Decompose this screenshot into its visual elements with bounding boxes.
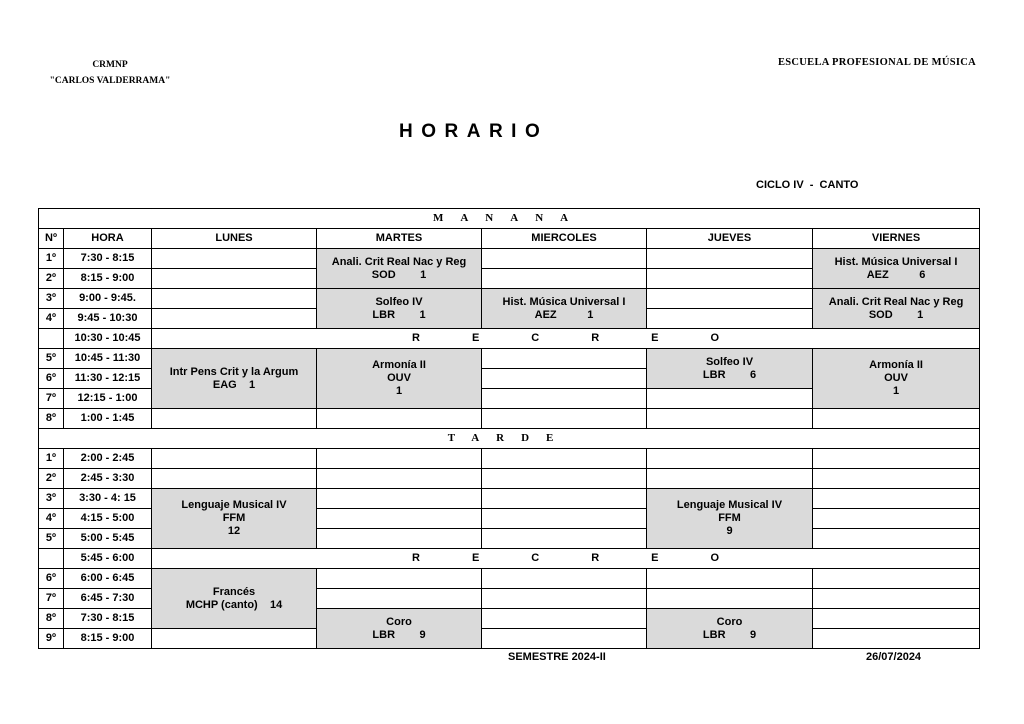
empty-slot [482,249,647,269]
period-time: 7:30 - 8:15 [64,249,152,269]
empty-slot [152,409,317,429]
period-number: 5º [39,529,64,549]
table-row [39,569,980,589]
period-number: 7º [39,589,64,609]
empty-slot [482,389,647,409]
empty-slot [317,509,482,529]
empty-slot [647,449,813,469]
period-number [39,329,64,349]
course-block [317,349,482,409]
period-time: 6:45 - 7:30 [64,589,152,609]
recess-time: 5:45 - 6:00 [64,549,152,569]
period-number: 6º [39,369,64,389]
empty-slot [482,409,647,429]
course-teacher: LBR 9 [372,628,426,641]
cycle-label: CICLO IV - CANTO [756,179,859,191]
course-name: Coro [386,615,412,628]
period-time: 8:15 - 9:00 [64,269,152,289]
empty-slot [813,609,980,629]
recess-time: 10:30 - 10:45 [64,329,152,349]
course-teacher: LBR 1 [372,308,426,321]
course-teacher: FFM [718,512,741,524]
period-time: 1:00 - 1:45 [64,409,152,429]
course-block [813,249,980,289]
period-number: 8º [39,409,64,429]
empty-slot [813,409,980,429]
course-block [647,349,813,389]
empty-slot [647,589,813,609]
empty-slot [647,389,813,409]
period-number: 4º [39,309,64,329]
empty-slot [317,569,482,589]
col-header-miercoles: MIERCOLES [482,229,647,249]
period-number: 3º [39,289,64,309]
course-block [152,569,317,629]
empty-slot [152,309,317,329]
period-number: 5º [39,349,64,369]
period-number: 1º [39,449,64,469]
institution-acronym: CRMNP [92,60,128,70]
school-name: ESCUELA PROFESIONAL DE MÚSICA [777,57,976,68]
col-header-jueves: JUEVES [647,229,813,249]
period-number: 3º [39,489,64,509]
course-name: Intr Pens Crit y la Argum [169,365,299,378]
table-row [39,469,980,489]
period-time: 4:15 - 5:00 [64,509,152,529]
course-block [152,349,317,409]
period-number: 6º [39,569,64,589]
course-name: Anali. Crit Real Nac y Reg [828,295,964,308]
course-block [317,609,482,649]
empty-slot [482,589,647,609]
table-row [39,449,980,469]
empty-slot [647,569,813,589]
institution-name [40,57,180,89]
period-time: 8:15 - 9:00 [64,629,152,649]
period-time: 2:00 - 2:45 [64,449,152,469]
course-block [317,289,482,329]
afternoon-section-title: TARDE [39,429,980,449]
recess-label: RECREO [152,549,980,569]
course-teacher: SOD 1 [371,268,427,281]
recess-label: RECREO [152,329,980,349]
course-block [813,349,980,409]
col-header-lunes: LUNES [152,229,317,249]
course-block [647,489,813,549]
course-name: Hist. Música Universal I [502,295,626,308]
course-name: Lenguaje Musical IV [676,499,783,511]
empty-slot [813,529,980,549]
course-name: Coro [716,615,743,628]
empty-slot [647,469,813,489]
col-header-number: Nº [39,229,64,249]
empty-slot [152,469,317,489]
course-name: Anali. Crit Real Nac y Reg [331,255,467,268]
table-row [39,489,980,509]
empty-slot [482,529,647,549]
empty-slot [152,449,317,469]
table-row [39,289,980,309]
course-teacher: AEZ 6 [866,268,926,281]
table-row [39,409,980,429]
course-name: Lenguaje Musical IV [181,499,287,511]
schedule-table [38,208,980,649]
course-teacher: LBR 6 [702,368,757,381]
empty-slot [152,289,317,309]
page-title: HORARIO [399,121,549,142]
empty-slot [482,629,647,649]
period-time: 3:30 - 4: 15 [64,489,152,509]
course-teacher: AEZ 1 [534,308,594,321]
period-number: 2º [39,469,64,489]
course-teacher: OUV [387,372,411,384]
empty-slot [317,489,482,509]
empty-slot [482,489,647,509]
period-time: 6:00 - 6:45 [64,569,152,589]
empty-slot [813,489,980,509]
empty-slot [482,569,647,589]
empty-slot [647,309,813,329]
period-time: 12:15 - 1:00 [64,389,152,409]
course-name: Francés [212,585,256,598]
period-number: 8º [39,609,64,629]
course-group: 1 [395,385,403,397]
empty-slot [152,269,317,289]
course-block [482,289,647,329]
period-time: 7:30 - 8:15 [64,609,152,629]
empty-slot [152,249,317,269]
empty-slot [647,269,813,289]
period-number [39,549,64,569]
empty-slot [482,449,647,469]
empty-slot [482,509,647,529]
period-time: 5:00 - 5:45 [64,529,152,549]
empty-slot [647,409,813,429]
recess-row [39,549,980,569]
course-name: Solfeo IV [705,355,754,368]
empty-slot [317,529,482,549]
morning-section-title: MANANA [39,209,980,229]
period-number: 4º [39,509,64,529]
empty-slot [482,269,647,289]
col-header-viernes: VIERNES [813,229,980,249]
course-teacher: OUV [884,372,908,384]
empty-slot [482,469,647,489]
course-group: 12 [227,525,241,537]
course-teacher: SOD 1 [868,308,924,321]
period-number: 2º [39,269,64,289]
course-name: Armonía II [869,359,923,371]
period-number: 9º [39,629,64,649]
course-group: 1 [892,385,900,397]
empty-slot [813,509,980,529]
empty-slot [152,629,317,649]
course-teacher: LBR 9 [702,628,757,641]
period-time: 9:00 - 9:45. [64,289,152,309]
empty-slot [813,469,980,489]
period-time: 10:45 - 11:30 [64,349,152,369]
institution-subtitle: "CARLOS VALDERRAMA" [49,76,171,86]
semester-label: SEMESTRE 2024-II [508,651,606,663]
course-group: 9 [726,525,733,537]
empty-slot [317,469,482,489]
course-block [647,609,813,649]
period-time: 11:30 - 12:15 [64,369,152,389]
table-row [39,249,980,269]
course-teacher: FFM [222,512,246,524]
course-name: Armonía II [372,359,426,371]
course-block [317,249,482,289]
empty-slot [317,409,482,429]
empty-slot [482,349,647,369]
empty-slot [813,449,980,469]
empty-slot [813,629,980,649]
empty-slot [813,569,980,589]
period-time: 2:45 - 3:30 [64,469,152,489]
empty-slot [482,609,647,629]
table-row [39,629,980,649]
course-block [813,289,980,329]
column-header-row [39,229,980,249]
recess-row [39,329,980,349]
course-name: Hist. Música Universal I [834,255,958,268]
course-name: Solfeo IV [375,295,423,308]
empty-slot [482,369,647,389]
course-teacher: EAG 1 [212,378,256,391]
empty-slot [647,249,813,269]
course-block [152,489,317,549]
empty-slot [813,589,980,609]
empty-slot [647,289,813,309]
empty-slot [317,589,482,609]
period-number: 1º [39,249,64,269]
period-time: 9:45 - 10:30 [64,309,152,329]
col-header-martes: MARTES [317,229,482,249]
period-number: 7º [39,389,64,409]
col-header-hora: HORA [64,229,152,249]
empty-slot [317,449,482,469]
course-teacher: MCHP (canto) 14 [185,598,283,611]
table-row [39,349,980,369]
date-label: 26/07/2024 [866,651,922,663]
